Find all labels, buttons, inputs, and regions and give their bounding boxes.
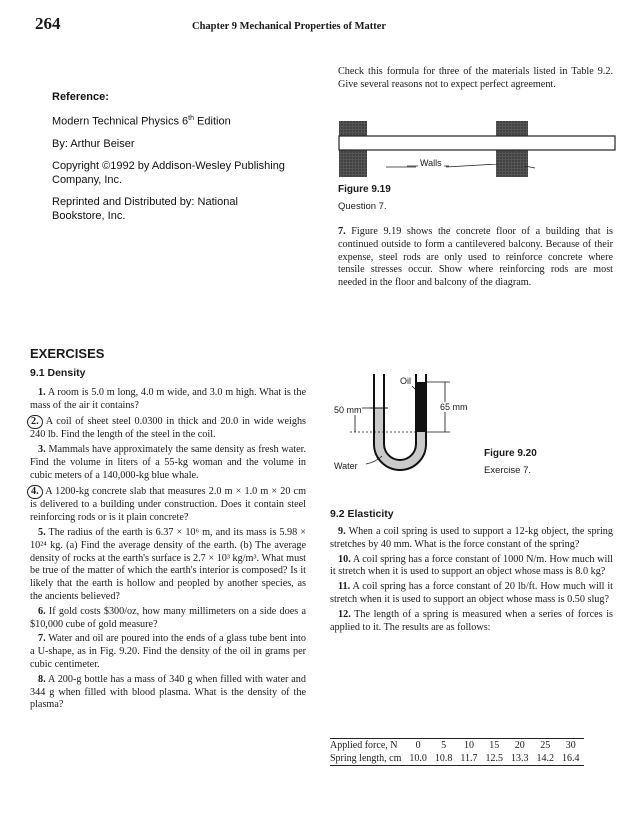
table-cell: 11.7 — [456, 752, 481, 766]
exercise-text: If gold costs $300/oz, how many millimeters on a side does a $10,000 cube of gold measure? — [30, 605, 306, 630]
table-row — [330, 739, 584, 753]
exercise-text: The length of a spring is measured when a series of forces is applied to it. The results are as follows: — [330, 608, 613, 633]
reference-edition-word: Edition — [194, 115, 231, 128]
walls-pointer-lines — [380, 164, 510, 174]
reference-author: By: Arthur Beiser — [52, 137, 135, 150]
exercise-number: 2. — [27, 415, 43, 430]
exercise-text: A 200-g bottle has a mass of 340 g when filled with water and 344 g when filled with blood plasma. What is the density of the plasma? — [30, 673, 306, 711]
table-cell: 14.2 — [533, 752, 559, 766]
exercise-4 — [30, 485, 306, 525]
force-length-table — [330, 738, 584, 766]
exercise-number: 12. — [338, 608, 351, 620]
exercise-text: Water and oil are poured into the ends of a glass tube bent into a U-shape, as in Fig. 9.20. Find the density of the oil in grams per cubic centimeter. — [30, 633, 306, 670]
right-dimension-label: 65 mm — [440, 402, 468, 412]
table-cell: 25 — [533, 739, 559, 753]
reference-book-title: Modern Technical Physics 6 — [52, 115, 189, 128]
exercise-number: 4. — [27, 485, 43, 500]
exercise-text: The radius of the earth is 6.37 × 10⁶ m, and its mass is 5.98 × 10²⁴ kg. (a) Find the average density of the earth. (b) The average density of rocks at the earth's surface is 2.7 × 10³ kg/m³. What must be true of the matter of which the earth's interior is composed? Is it likely that the earth is hollow and peopled by another species, as the ancients believed? — [30, 526, 306, 602]
exercise-number: 5. — [38, 526, 46, 538]
table-cell: 16.4 — [558, 752, 584, 766]
exercise-3 — [30, 444, 306, 482]
exercise-text: Mammals have approximately the same density as fresh water. Find the volume in liters of a 55-kg woman and the volume in cubic meters of a 140,000-kg blue whale. — [30, 444, 306, 481]
exercises-heading: EXERCISES — [30, 346, 105, 361]
check-formula-text: Check this formula for three of the materials listed in Table 9.2. Give several reasons not to expect perfect agreement. — [338, 66, 613, 90]
reference-edition-sup: th — [188, 115, 194, 122]
table-row — [330, 752, 584, 766]
reference-book — [52, 112, 287, 129]
reference-label: Reference: — [52, 91, 109, 103]
exercise-6 — [30, 606, 306, 632]
exercise-2 — [30, 415, 306, 443]
question-7-text: Figure 9.19 shows the concrete floor of a building that is continued outside to form a cantilevered balcony. Because of their expense, steel rods are only used to reinforce concrete where tensile stresses occur. Show where reinforcing rods are most needed in the floor and balcony of the diagram. — [338, 226, 614, 289]
reference-copyright: Copyright ©1992 by Addison-Wesley Publishing Company, Inc. — [52, 159, 285, 186]
left-dimension-label: 50 mm — [334, 405, 362, 415]
table-cell: 0 — [405, 739, 431, 753]
exercise-11 — [330, 581, 613, 607]
table-cell: 10.0 — [405, 752, 431, 766]
exercise-number: 3. — [38, 444, 46, 456]
exercise-1 — [30, 387, 306, 413]
exercise-text: When a coil spring is used to support a 12-kg object, the spring stretches by 40 mm. What is the force constant of the spring? — [330, 526, 613, 550]
exercise-8 — [30, 674, 306, 712]
table-cell: 5 — [431, 739, 457, 753]
question-7-number: 7. — [338, 226, 346, 237]
reference-block — [52, 90, 287, 231]
exercise-number: 1. — [38, 387, 46, 398]
reference-reprint: Reprinted and Distributed by: National Bookstore, Inc. — [52, 195, 238, 222]
table-cell: 10 — [456, 739, 481, 753]
exercise-number: 8. — [38, 673, 46, 685]
exercise-10 — [330, 554, 613, 580]
table-cell: 10.8 — [431, 752, 457, 766]
figure-9-20-caption: Figure 9.20 — [484, 448, 537, 459]
exercises-list — [30, 387, 306, 714]
exercise-number: 7. — [38, 633, 46, 645]
exercise-5 — [30, 527, 306, 604]
question-7 — [338, 226, 613, 290]
exercise-12 — [330, 609, 613, 635]
row-label-force: Applied force, N — [330, 739, 405, 753]
table-cell: 15 — [482, 739, 508, 753]
exercise-number: 9. — [338, 526, 346, 537]
table-cell: 13.3 — [507, 752, 533, 766]
table-cell: 30 — [558, 739, 584, 753]
exercise-text: A coil spring has a force constant of 1000 N/m. How much will it stretch when it is used to support an object whose mass is 8.0 kg? — [330, 553, 613, 578]
oil-label: Oil — [400, 376, 411, 386]
oil-column — [417, 382, 425, 432]
figure-9-19-sub: Question 7. — [338, 201, 387, 212]
exercise-7 — [30, 633, 306, 671]
exercise-text: A room is 5.0 m long, 4.0 m wide, and 3.0 m high. What is the mass of the air it contains? — [30, 387, 306, 411]
concrete-floor-slab — [339, 136, 615, 150]
exercise-9 — [330, 526, 613, 552]
exercise-number: 6. — [38, 605, 46, 617]
exercise-text: A coil spring has a force constant of 20 lb/ft. How much will it stretch when it is used to support an object whose mass is 0.50 slug? — [330, 581, 614, 605]
elasticity-list — [330, 526, 613, 636]
page-number: 264 — [35, 14, 61, 33]
chapter-title: Chapter 9 Mechanical Properties of Matter — [192, 21, 387, 32]
exercise-number: 10. — [338, 553, 351, 565]
water-label: Water — [334, 461, 358, 471]
figure-9-20-sub: Exercise 7. — [484, 465, 531, 476]
exercise-text: A 1200-kg concrete slab that measures 2.0 m × 1.0 m × 20 cm is delivered to a building under construction. Does it contain steel reinforcing rods or is it plain concrete? — [30, 485, 307, 524]
figure-9-19-caption: Figure 9.19 — [338, 184, 391, 195]
exercise-number: 11. — [338, 581, 351, 593]
table-cell: 12.5 — [482, 752, 508, 766]
exercise-text: A coil of sheet steel 0.0300 in thick and 20.0 in wide weighs 240 lb. Find the length of the steel in the coil. — [30, 415, 307, 441]
row-label-length: Spring length, cm — [330, 752, 405, 766]
section-elasticity: 9.2 Elasticity — [330, 508, 394, 520]
walls-label: Walls — [420, 158, 442, 168]
table-cell: 20 — [507, 739, 533, 753]
section-density: 9.1 Density — [30, 367, 86, 379]
